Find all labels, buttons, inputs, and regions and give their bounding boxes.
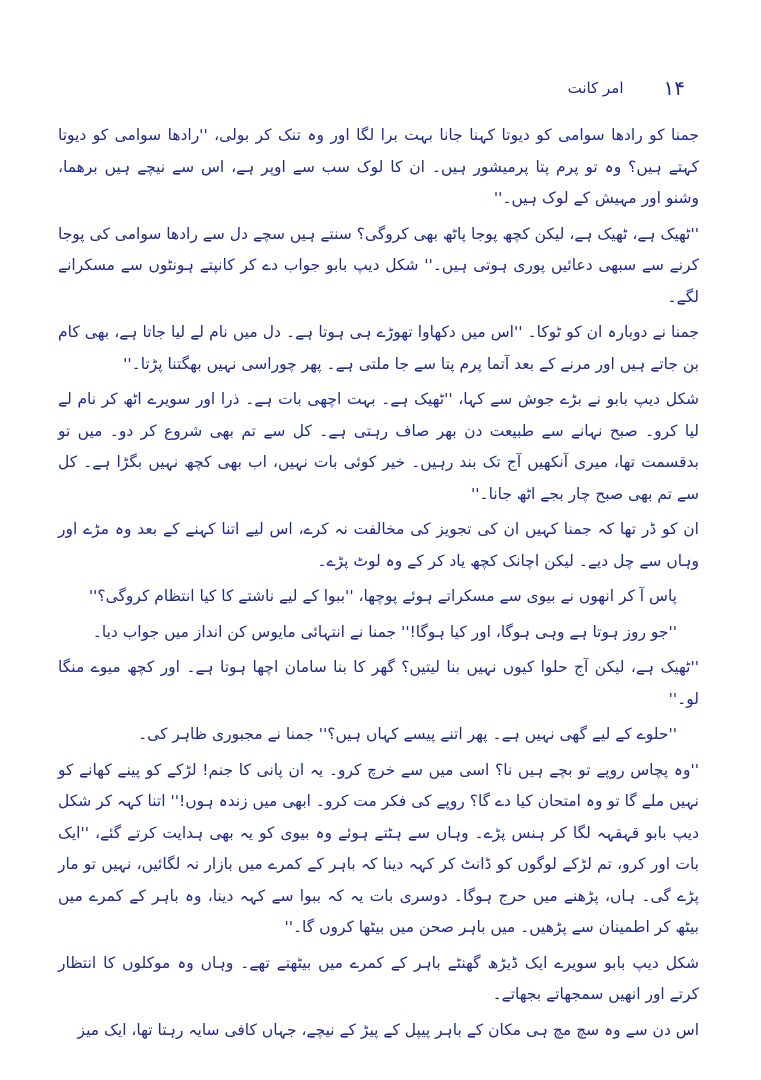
paragraph: اس دن سے وہ سچ مچ ہی مکان کے باہر پیپل کے پیڑ کے نیچے، جہاں کافی سایہ رہتا تھا، ایک میز	[77, 1020, 699, 1039]
page-header	[58, 70, 699, 106]
paragraph: پاس آ کر انھوں نے بیوی سے مسکراتے ہوئے پوچھا، ''ببوا کے لیے ناشتے کا کیا انتظام کروگی؟''	[88, 587, 677, 605]
paragraph: جمنا کو رادھا سوامی کو دیوتا کہنا جانا بہت برا لگا اور وہ تنک کر بولی، ''رادھا سوامی کو دیوتا کہتے ہیں؟ وہ تو پرم پتا پرمیشور ہیں۔ ان کا لوک سب سے اوپر ہے، اس سے نیچے ہیں برھما، وشنو اور مہیش کے لوک ہیں۔''	[58, 126, 699, 207]
page-number: ۱۴	[663, 76, 685, 100]
paragraph: ''ٹھیک ہے، ٹھیک ہے، لیکن کچھ پوجا پاٹھ بھی کروگی؟ سنتے ہیں سچے دل سے رادھا سوامی کی پوجا کرنے سے سبھی دعائیں پوری ہوتی ہیں۔'' شکل دیپ بابو جواب دے کر کانپتے ہونٹوں سے مسکرانے لگے۔	[58, 224, 699, 306]
paragraph: شکل دیپ بابو سویرے ایک ڈیڑھ گھنٹے باہر کے کمرے میں بیٹھتے تھے۔ وہاں وہ موکلوں کا انتظار کرتے اور انھیں سمجھاتے بجھاتے۔	[58, 953, 699, 1003]
paragraph: ''وہ پچاس روپے تو بچے ہیں نا؟ اسی میں سے خرچ کرو۔ یہ ان پانی کا جنم! لڑکے کو پینے کھانے کو نہیں ملے گا تو وہ امتحان کیا دے گا؟ روپے کی فکر مت کرو۔ ابھی میں زندہ ہوں!'' اتنا کہہ کر شکل دیپ بابو قہقہہ لگا کر ہنس پڑے۔ وہاں سے ہٹتے ہوئے وہ بیوی کو یہ بھی ہدایت کرتے گئے، ''ایک بات اور کرو، تم لڑکے لوگوں کو ڈانٹ کر کہہ دینا کہ باہر کے کمرے میں بازار نہ لگائیں، نہیں تو مار پڑے گی۔ ہاں، پڑھنے میں حرج ہوگا۔ دوسری بات یہ کہ ببوا سے کہہ دینا، وہ باہر کے کمرے میں بیٹھ کر اطمینان سے پڑھیں۔ میں باہر صحن میں بیٹھا کروں گا۔''	[57, 760, 699, 936]
paragraph: شکل دیپ بابو نے بڑے جوش سے کہا، ''ٹھیک ہے۔ بہت اچھی بات ہے۔ ذرا اور سویرے اٹھ کر نام لے لیا کرو۔ صبح نہانے سے طبیعت دن بھر صاف رہتی ہے۔ کل سے تم بھی شروع کر دو۔ میں تو بدقسمت تھا، میری آنکھیں آج تک بند رہیں۔ خیر کوئی بات نہیں، اب بھی کچھ نہیں بگڑا ہے۔ کل سے تم بھی صبح چار بجے اٹھ جانا۔''	[58, 390, 699, 503]
paragraph: ان کو ڈر تھا کہ جمنا کہیں ان کی تجویز کی مخالفت نہ کرے، اس لیے اتنا کہنے کے بعد وہ مڑے اور وہاں سے چل دیے۔ لیکن اچانک کچھ یاد کر کے وہ لوٹ پڑے۔	[58, 520, 699, 570]
paragraph: ''ٹھیک ہے، لیکن آج حلوا کیوں نہیں بنا لیتیں؟ گھر کا بنا سامان اچھا ہوتا ہے۔ اور کچھ میوے منگا لو۔''	[58, 658, 699, 708]
page-body	[58, 120, 699, 1046]
paragraph: ''جو روز ہوتا ہے وہی ہوگا، اور کیا ہوگا!'' جمنا نے انتہائی مایوس کن انداز میں جواب دیا۔	[92, 622, 677, 641]
running-title: امر کانت	[567, 79, 624, 97]
paragraph: ''حلوے کے لیے گھی نہیں ہے۔ پھر اتنے پیسے کہاں ہیں؟'' جمنا نے مجبوری ظاہر کی۔	[138, 725, 677, 743]
paragraph: جمنا نے دوبارہ ان کو ٹوکا۔ ''اس میں دکھاوا تھوڑے ہی ہوتا ہے۔ دل میں نام لے لیا جاتا ہے، بھی کام بن جاتے ہیں اور مرنے کے بعد آتما پرم پتا سے جا ملتی ہے۔ پھر چوراسی نہیں بھگتنا پڑتا۔''	[58, 323, 699, 373]
